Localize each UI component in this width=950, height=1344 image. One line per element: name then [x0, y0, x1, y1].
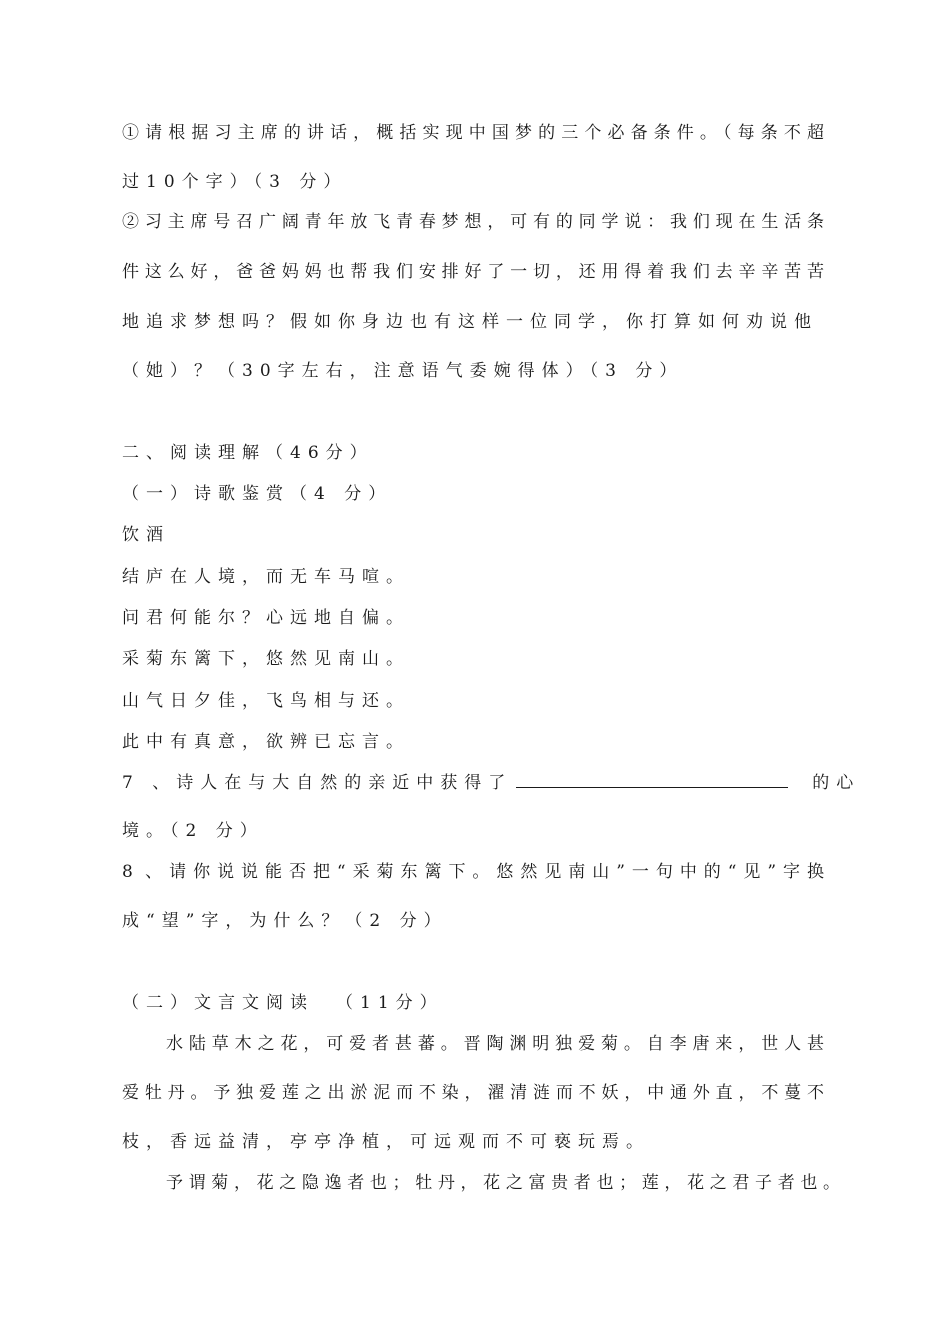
section2-title: 二、阅读理解（46分）	[122, 443, 374, 463]
q6-part2-line3: 地追求梦想吗？假如你身边也有这样一位同学，你打算如何劝说他	[122, 312, 818, 332]
q7-answer-blank[interactable]	[516, 771, 788, 788]
poem-line: 此中有真意，欲辨已忘言。	[122, 732, 410, 752]
poem-line: 问君何能尔？心远地自偏。	[122, 608, 410, 628]
q6-part2-line1: ②习主席号召广阔青年放飞青春梦想，可有的同学说：我们现在生活条	[122, 212, 824, 232]
q8-line1: 8 、请你说说能否把“采菊东篱下。悠然见南山”一句中的“见”字换	[122, 862, 824, 882]
classical-title-text: （二）文言文阅读	[122, 993, 314, 1013]
q7-suffix: 的心	[812, 773, 861, 793]
q7-line2: 境。（2 分）	[122, 821, 264, 841]
passage-line: 爱牡丹。予独爱莲之出淤泥而不染，濯清涟而不妖，中通外直，不蔓不	[122, 1083, 824, 1103]
poem-line: 采菊东篱下，悠然见南山。	[122, 649, 410, 669]
poem-title: 饮酒	[122, 525, 170, 545]
q6-part1-line2: 过10个字）（3 分）	[122, 172, 348, 192]
q8-line2: 成“望”字，为什么？（2 分）	[122, 911, 448, 931]
classical-section-title	[122, 992, 444, 1014]
passage-line: 予谓菊，花之隐逸者也；牡丹，花之富贵者也；莲，花之君子者也。	[166, 1173, 840, 1193]
passage-line: 水陆草木之花，可爱者甚蕃。晋陶渊明独爱菊。自李唐来，世人甚	[166, 1034, 824, 1054]
q6-part2-line2: 件这么好，爸爸妈妈也帮我们安排好了一切，还用得着我们去辛辛苦苦	[122, 262, 824, 282]
poem-line: 结庐在人境，而无车马喧。	[122, 567, 410, 587]
classical-score: （11分）	[336, 993, 444, 1013]
q6-part2-line4: （她）？（30字左右，注意语气委婉得体）（3 分）	[122, 361, 684, 381]
q7-line1	[122, 771, 860, 794]
poem-line: 山气日夕佳，飞鸟相与还。	[122, 691, 410, 711]
poetry-section-title: （一）诗歌鉴赏（4 分）	[122, 484, 393, 504]
q6-part1-line1: ①请根据习主席的讲话，概括实现中国梦的三个必备条件。（每条不超	[122, 123, 824, 143]
passage-line: 枝，香远益清，亭亭净植，可远观而不可亵玩焉。	[122, 1132, 650, 1152]
q7-prefix: 7 、诗人在与大自然的亲近中获得了	[122, 773, 513, 793]
